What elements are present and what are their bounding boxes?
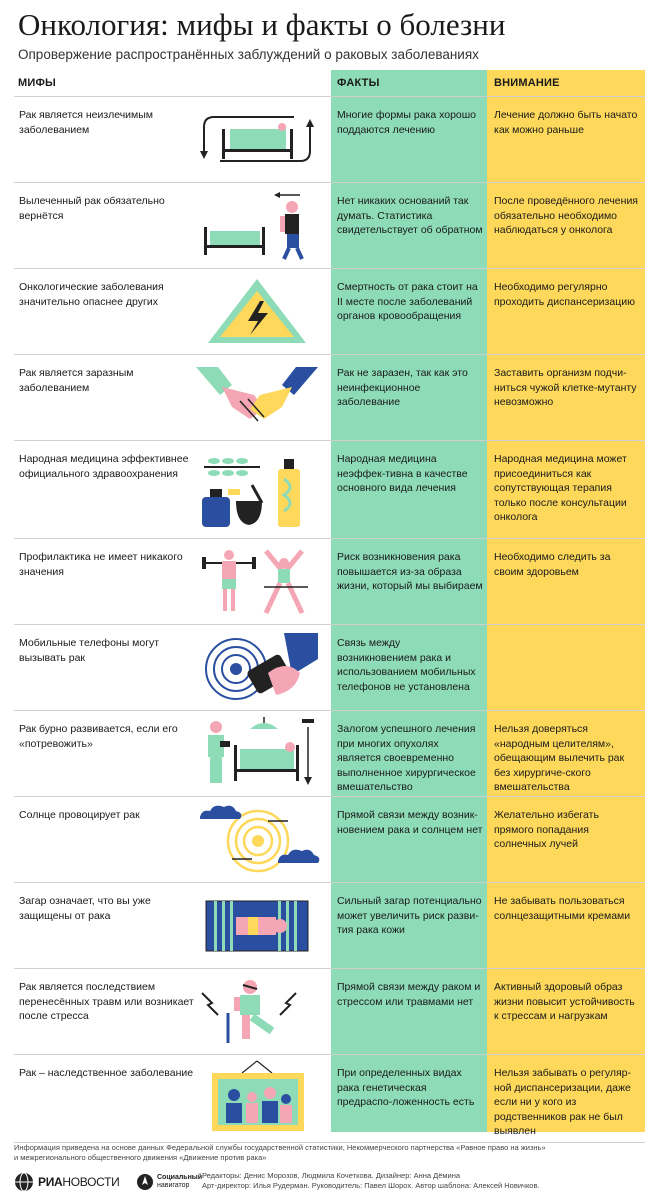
myth-text: Рак является неизлечимым заболеванием [19,109,154,136]
ria-logo-bold: РИА [38,1175,63,1189]
fact-text: Сильный загар потенциально может увеличить риск разви-тия рака кожи [337,895,482,936]
hospital-bed-cycle-icon [192,101,322,177]
myth-text: Загар означает, что вы уже защищены от рака [19,895,151,922]
table-row [14,711,645,797]
family-portrait-icon [192,1059,322,1135]
sunbathing-towel-icon [192,887,322,963]
page-title: Онкология: мифы и факты о болезни [18,7,506,42]
herbal-remedies-icon [192,445,322,535]
fact-text: Смертность от рака стоит на II месте после заболеваний органов кровообращения [337,281,478,322]
myth-text: Вылеченный рак обязательно вернётся [19,195,165,222]
social-logo-line-2: навигатор [157,1182,190,1189]
fact-text: Связь между возникновением рака и использованием мобильных телефонов не установлена [337,637,476,693]
patient-leaving-bed-icon [192,187,322,263]
myth-text: Рак бурно развивается, если его «потревожить» [19,723,178,750]
exercising-people-icon [192,543,322,619]
credits-line-2: Арт-директор: Илья Рудерман. Руководитель: Павел Шорох. Автор шаблона: Алексей Новичков. [202,1180,540,1190]
fact-text: Нет никаких оснований так думать. Статистика свидетельствует об обратном [337,195,483,236]
myth-text: Солнце провоцирует рак [19,809,140,821]
column-header-myths: МИФЫ [18,77,57,89]
table-row [14,625,645,711]
warning-text: Нельзя доверяться «народным целителям», обещающим вылечить рак без хирургиче-ского вмешательства [494,723,625,793]
page-subtitle: Опровержение распространённых заблуждений о раковых заболеваниях [18,47,479,62]
table-row [14,269,645,355]
table-row [14,1055,645,1143]
myth-text: Мобильные телефоны могут вызывать рак [19,637,160,664]
fact-text: Народная медицина неэффек-тивна в качестве основного вида лечения [337,453,468,494]
warning-text: Нельзя забывать о регуляр-ной диспансеризации, даже если ни у кого из родственников рак не был выявлен [494,1067,632,1137]
warning-text: Лечение должно быть начато как можно раньше [494,109,638,136]
sun-clouds-icon [192,801,322,877]
footnote-line-2: и межрегионального общественного движения «Движение против рака» [14,1152,267,1162]
table-row [14,539,645,625]
header [18,6,648,64]
social-navigator-icon [136,1173,154,1191]
fact-text: Залогом успешного лечения при многих опухолях является своевременно выполненное хирургическое вмешательство [337,723,476,793]
injured-person-icon [192,973,322,1049]
fact-text: Рак не заразен, так как это неинфекционное заболевание [337,367,468,408]
myth-text: Народная медицина эффективнее официального здравоохранения [19,453,189,480]
warning-text: Желательно избегать прямого попадания солнечных лучей [494,809,599,850]
table-row [14,355,645,441]
myth-text: Рак – наследственное заболевание [19,1067,194,1079]
mobile-phone-signal-icon [192,629,322,705]
myth-text: Рак является заразным заболеванием [19,367,134,394]
fact-text: Многие формы рака хорошо поддаются лечению [337,109,477,136]
credits-line-1: Редакторы: Денис Морозов, Людмила Кочеткова. Дизайнер: Анна Дёмина [202,1171,461,1180]
table-row [14,441,645,539]
warning-text: Активный здоровый образ жизни повысит устойчивость к стрессам и нагрузкам [494,981,635,1022]
ria-novosti-logo [14,1171,119,1193]
table-row [14,883,645,969]
table-row [14,97,645,183]
column-header-warning: ВНИМАНИЕ [494,77,560,89]
table-row [14,797,645,883]
table-row [14,969,645,1055]
warning-text: Заставить организм подчи-ниться чужой клетке-мутанту невозможно [494,367,637,408]
footer [14,1143,645,1190]
social-logo-line-1: Социальный [157,1174,203,1181]
myth-text: Рак является последствием перенесённых травм или возникает после стресса [19,981,194,1022]
fact-text: Риск возникновения рака повышается из-за образа жизни, который мы выбираем [337,551,483,592]
fact-text: Прямой связи между возник-новением рака и солнцем нет [337,809,483,836]
column-header-facts: ФАКТЫ [337,77,380,89]
footnote-line-1: Информация приведена на основе данных Федеральной службы государственной статистики, Некоммерческого партнерства «Равное право на жизнь» [14,1143,546,1152]
myth-text: Онкологические заболевания значительно опаснее других [19,281,164,308]
warning-text: Народная медицина может присоединиться как сопутствующая терапия только после консультации онколога [494,453,627,523]
credits [202,1171,642,1190]
surgery-icon [192,715,322,791]
warning-text: Необходимо регулярно проходить диспансеризацию [494,281,635,308]
social-navigator-logo [136,1171,202,1193]
high-voltage-warning-icon [192,273,322,349]
warning-text: Не забывать пользоваться солнцезащитными кремами [494,895,631,922]
warning-text: После проведённого лечения обязательно необходимо наблюдаться у онколога [494,195,638,236]
ria-logo-light: НОВОСТИ [62,1175,120,1189]
fact-text: При определенных видах рака генетическая предраспо-ложенность есть [337,1067,475,1108]
fact-text: Прямой связи между раком и стрессом или травмами нет [337,981,481,1008]
table-row [14,183,645,269]
myth-text: Профилактика не имеет никакого значения [19,551,183,578]
warning-text: Необходимо следить за своим здоровьем [494,551,611,578]
handshake-icon [192,359,322,435]
ria-globe-icon [14,1172,34,1192]
